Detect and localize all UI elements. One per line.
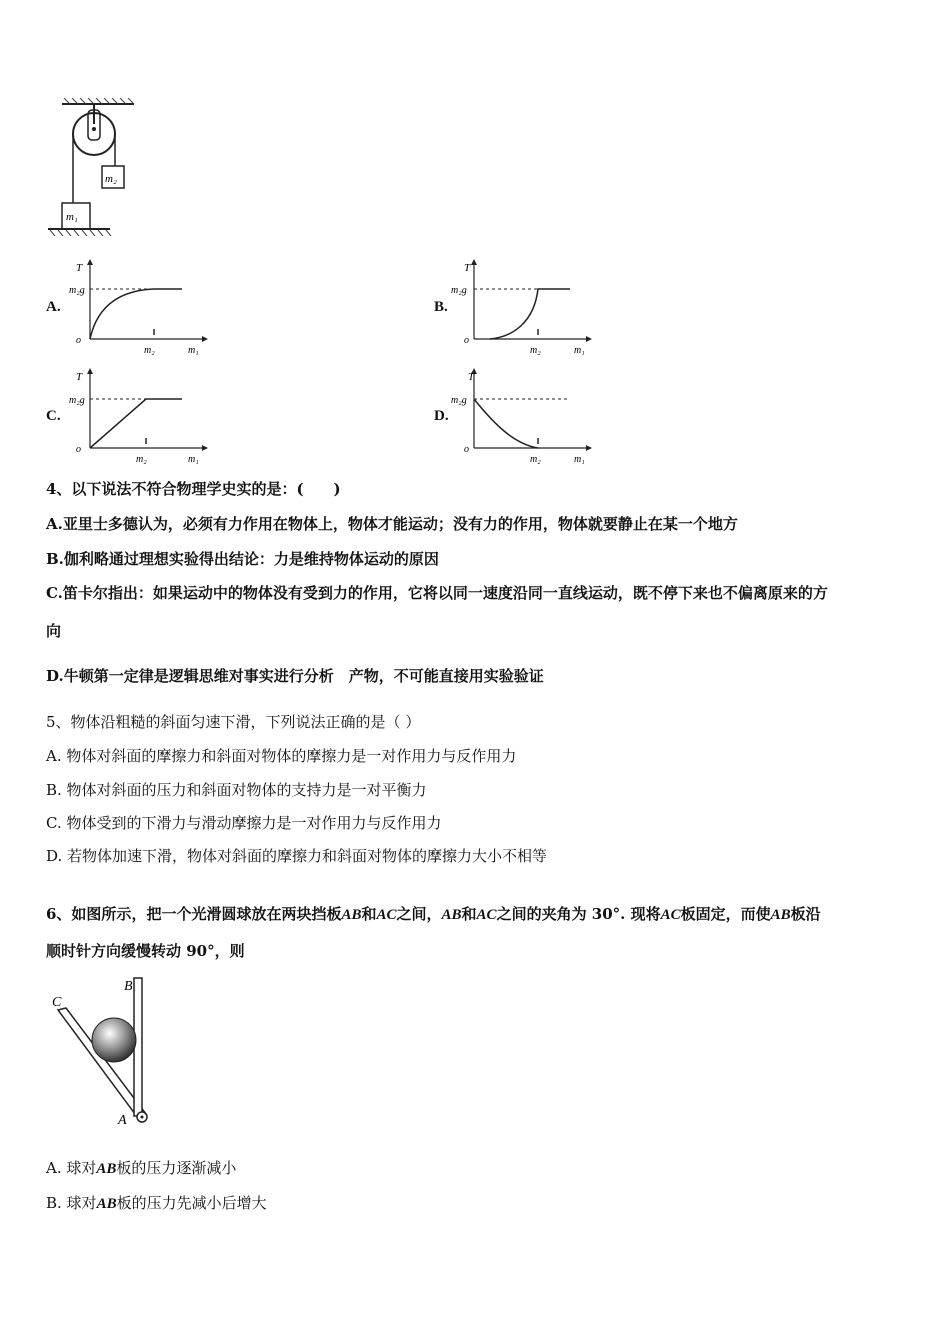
x-tick-m2: m₂ (530, 454, 541, 465)
q5-option-c: C. 物体受到的下滑力与滑动摩擦力是一对作用力与反作用力 (46, 814, 442, 832)
ball-boards-figure (46, 974, 166, 1134)
graph-d (451, 366, 594, 466)
option-b-label: B. (434, 299, 448, 315)
q4-option-c-line2: 向 (46, 622, 62, 640)
option-a-label: A. (46, 299, 61, 315)
label-b: B (124, 979, 133, 994)
y-tick-m2g: m₂g (451, 285, 467, 296)
x-tick-m2: m₂ (530, 345, 541, 356)
x-axis-label: m₁ (188, 345, 199, 356)
q5-stem: 5、物体沿粗糙的斜面匀速下滑，下列说法正确的是（ ） (46, 713, 421, 731)
origin-label: o (76, 444, 81, 455)
t-label: T (464, 262, 471, 274)
q5-option-a: A. 物体对斜面的摩擦力和斜面对物体的摩擦力是一对作用力与反作用力 (46, 747, 517, 765)
q4-option-c-line1: C.笛卡尔指出：如果运动中的物体没有受到力的作用，它将以同一速度沿同一直线运动，既不停下来也不偏离原来的方 (46, 584, 828, 602)
x-axis-label: m₁ (574, 345, 585, 356)
y-tick-m2g: m₂g (451, 395, 467, 406)
y-tick-m2g: m₂g (69, 395, 85, 406)
m2-label: m₂ (105, 173, 117, 185)
pulley-figure (44, 96, 144, 246)
graph-c (70, 366, 210, 466)
q4-option-d: D.牛顿第一定律是逻辑思维对事实进行分析 产物，不可能直接用实验验证 (46, 667, 544, 685)
graph-b (451, 257, 594, 357)
option-d-label: D. (434, 408, 449, 424)
option-c-label: C. (46, 408, 61, 424)
x-tick-m2: m₂ (144, 345, 155, 356)
label-a: A (118, 1113, 127, 1128)
q6-stem-line2: 顺时针方向缓慢转动 90°，则 (46, 942, 245, 960)
q4-option-a: A.亚里士多德认为，必须有力作用在物体上，物体才能运动；没有力的作用，物体就要静止在某一个地方 (46, 515, 738, 533)
origin-label: o (76, 335, 81, 346)
q5-option-d: D. 若物体加速下滑，物体对斜面的摩擦力和斜面对物体的摩擦力大小不相等 (46, 847, 548, 865)
x-axis-label: m₁ (574, 454, 585, 465)
origin-label: o (464, 444, 469, 455)
q6-option-a: A. 球对AB板的压力逐渐减小 (46, 1159, 237, 1177)
q5-option-b: B. 物体对斜面的压力和斜面对物体的支持力是一对平衡力 (46, 781, 427, 799)
graph-a (70, 257, 210, 357)
t-label: T (76, 262, 83, 274)
x-tick-m2: m₂ (136, 454, 147, 465)
q4-stem: 4、以下说法不符合物理学史实的是：( ) (46, 480, 341, 498)
label-c: C (52, 995, 62, 1010)
m1-label: m₁ (66, 211, 78, 223)
q6-stem-line1: 6、如图所示，把一个光滑圆球放在两块挡板AB和AC之间，AB和AC之间的夹角为 30°. 现将AC板固定，而使AB板沿 (46, 905, 821, 923)
x-axis-label: m₁ (188, 454, 199, 465)
q4-option-b: B.伽利略通过理想实验得出结论：力是维持物体运动的原因 (46, 550, 439, 568)
t-label: T (76, 371, 83, 383)
q6-option-b: B. 球对AB板的压力先减小后增大 (46, 1194, 267, 1212)
t-label: T (468, 371, 475, 383)
origin-label: o (464, 335, 469, 346)
y-tick-m2g: m₂g (69, 285, 85, 296)
